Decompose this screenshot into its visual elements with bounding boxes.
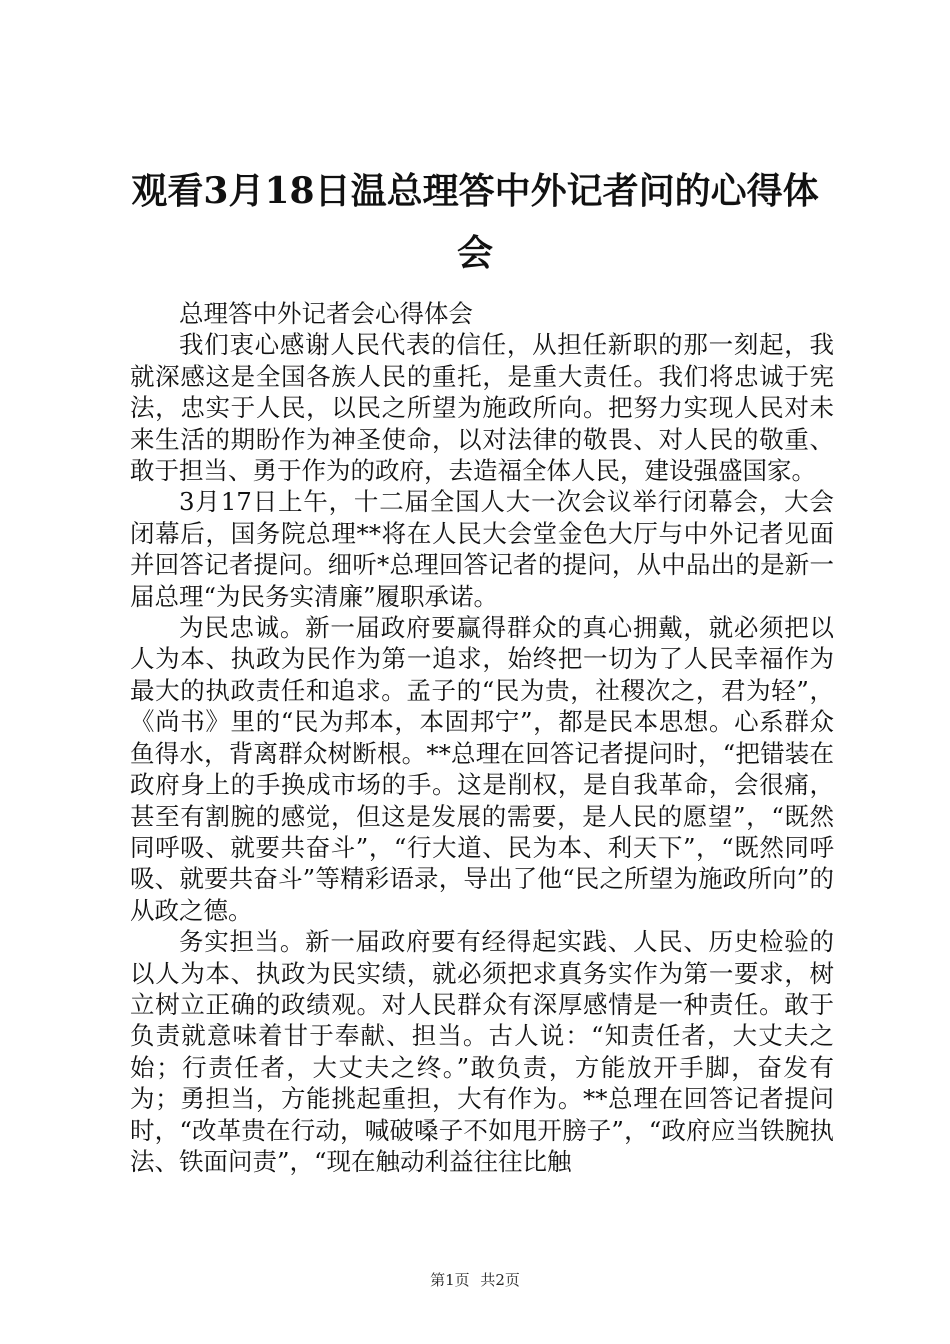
paragraph: 务实担当。新一届政府要有经得起实践、人民、历史检验的以人为本、执政为民实绩，就必须把求真务实作为第一要求，树立树立正确的政绩观。对人民群众有深厚感情是一种责任。敢于负责就意味着甘于奉献、担当。古人说：“知责任者，大丈夫之始；行责任者，大丈夫之终。”敢负责，方能放开手脚，奋发有为；勇担当，方能挑起重担，大有作为。**总理在回答记者提问时，“改革贵在行动，喊破嗓子不如甩开膀子”，“政府应当铁腕执法、铁面问责”，“现在触动利益往往比触: [130, 927, 834, 1176]
paragraph: 我们衷心感谢人民代表的信任，从担任新职的那一刻起，我就深感这是全国各族人民的重托，是重大责任。我们将忠诚于宪法，忠实于人民，以民之所望为施政所向。把努力实现人民对未来生活的期盼作为神圣使命，以对法律的敬畏、对人民的敬重、敢于担当、勇于作为的政府，去造福全体人民，建设强盛国家。: [130, 330, 834, 486]
document-body: [130, 298, 834, 1177]
page-number: 第1页: [430, 1271, 470, 1289]
paragraph: 3月17日上午，十二届全国人大一次会议举行闭幕会，大会闭幕后，国务院总理**将在人民大会堂金色大厅与中外记者见面并回答记者提问。细听*总理回答记者的提问，从中品出的是新一届总理“为民务实清廉”履职承诺。: [130, 487, 834, 611]
paragraph: 为民忠诚。新一届政府要赢得群众的真心拥戴，就必须把以人为本、执政为民作为第一追求，始终把一切为了人民幸福作为最大的执政责任和追求。孟子的“民为贵，社稷次之，君为轻”，《尚书》里的“民为邦本，本固邦宁”，都是民本思想。心系群众鱼得水，背离群众树断根。**总理在回答记者提问时，“把错装在政府身上的手换成市场的手。这是削权，是自我革命，会很痛，甚至有割腕的感觉，但这是发展的需要，是人民的愿望”，“既然同呼吸、就要共奋斗”，“行大道、民为本、利天下”，“既然同呼吸、就要共奋斗”等精彩语录，导出了他“民之所望为施政所向”的从政之德。: [130, 613, 834, 925]
document-title: 观看3月18日温总理答中外记者问的心得体会: [131, 170, 819, 274]
paragraph-subtitle: 总理答中外记者会心得体会: [179, 299, 473, 328]
page-footer: [0, 1270, 950, 1290]
page-total: 共2页: [480, 1271, 520, 1289]
